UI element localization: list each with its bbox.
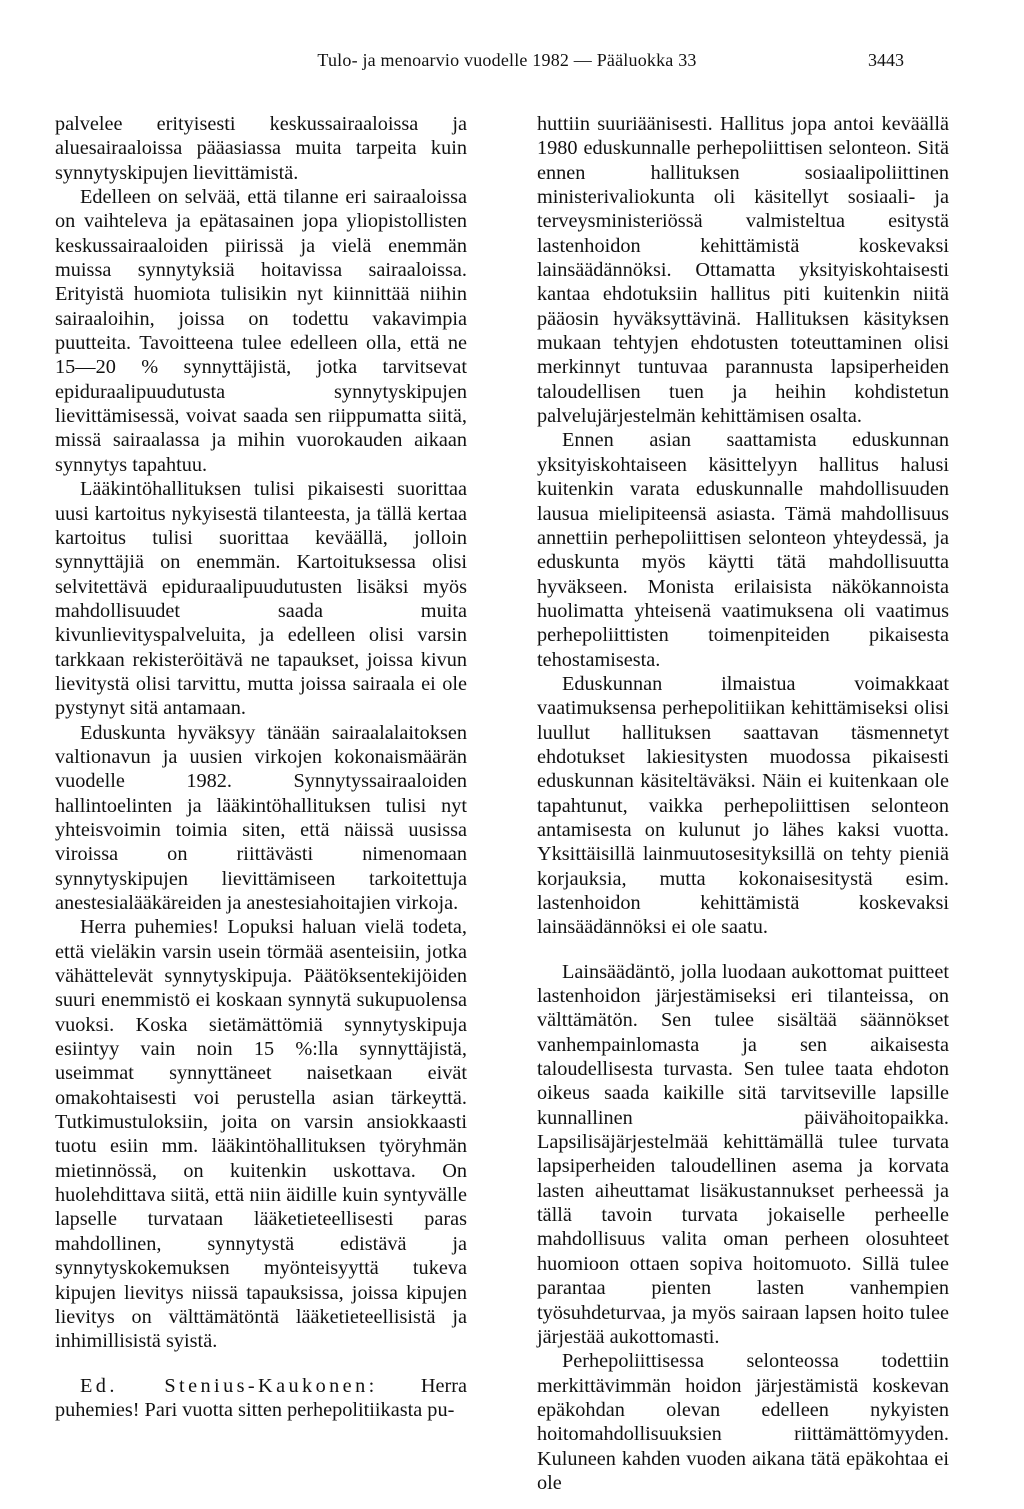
paragraph: huttiin suuriäänisesti. Hallitus jopa antoi keväällä 1980 eduskunnalle perhepoliittisen selonteon. Sitä ennen hallituksen sosiaalipoliittinen ministerivaliokunta oli käsitellyt sosiaali- ja terveysministeriössä valmisteltua esitystä lastenhoidon kehittämistä koskevaksi lainsäädännöksi. Ottamatta yksityiskohtaisesti kantaa ehdotuksiin hallitus piti kuitenkin niitä pääosin hyväksyttävinä. Hallituksen käsityksen mukaan tehtyjen ehdotusten toteuttaminen olisi merkinnyt tuntuvaa parannusta lapsiperheiden taloudellisen tuen ja heihin kohdistetun palvelujärjestelmän kehittämisen osalta. [537, 113, 949, 428]
paragraph: Eduskunta hyväksyy tänään sairaalalaitoksen valtionavun ja uusien virkojen kokonaismäärän vuodelle 1982. Synnytyssairaaloiden hallintoelinten ja lääkintöhallituksen tulisi nyt yhteisvoimin toimia siten, että näissä uusissa viroissa on riittävästi nimenomaan synnytyskipujen lievittämiseen tarkoitettuja anestesialääkäreiden ja anestesiahoitajien virkoja. [55, 721, 467, 914]
right-column [537, 112, 949, 1495]
running-head: Tulo- ja menoarvio vuodelle 1982 — Pääluokka 33 [317, 50, 697, 70]
speaker-name: Ed. Stenius-Kaukonen: [80, 1374, 378, 1397]
page-number: 3443 [868, 50, 904, 70]
paragraph: Herra puhemies! Lopuksi haluan vielä todeta, että vieläkin varsin usein törmää asenteisiin, jotka vähättelevät synnytyskipuja. Päätöksentekijöiden suuri enemmistö ei koskaan synnytä sukupuolensa vuoksi. Koska sietämättömiä synnytyskipuja esiintyy vain noin 15 %:lla synnyttäjistä, useimmat synnyttäneet naisetkaan eivät omakohtaisesti voi perustella asian tärkeyttä. Tutkimustuloksiin, joita on varsin ansiokkaasti tuotu esiin mm. lääkintöhallituksen työryhmän mietinnössä, on kuitenkin uskottava. On huolehdittava siitä, että niin äidille kuin syntyvälle lapselle turvataan lääketieteellisesti paras mahdollinen, synnytystä edistävä ja synnytyskokemuksen myönteisyyttä tukeva kipujen lievitys niissä tapauksissa, joissa kipujen lievitys on välttämätöntä lääketieteellisistä ja inhimillisistä syistä. [55, 916, 467, 1353]
paragraph: Ennen asian saattamista eduskunnan yksityiskohtaiseen käsittelyyn hallitus halusi kuitenkin varata eduskunnalle mahdollisuuden lausua mielipiteensä asiasta. Tämä mahdollisuus annettiin perhepoliittisen selonteon yhteydessä, ja eduskunta myös käytti tätä mahdollisuutta hyväkseen. Monista erilaisista näkökannoista huolimatta yhteisenä vaatimuksena oli vaatimus perhepoliittisten toimenpiteiden pikaisesta tehostamisesta. [537, 429, 949, 671]
speech-text: Herra puhemies! Pari vuotta sitten perhepolitiikasta pu- [55, 1374, 467, 1421]
paragraph: Eduskunnan ilmaistua voimakkaat vaatimuksensa perhepolitiikan kehittämiseksi olisi luullut hallituksen saattavan täsmennetyt ehdotukset lakiesitysten muodossa pikaisesti eduskunnan käsiteltäväksi. Näin ei kuitenkaan ole tapahtunut, vaikka perhepoliittisen selonteon antamisesta on kulunut jo lähes kaksi vuotta. Yksittäisillä lainmuutosesityksillä on tehty pieniä korjauksia, mutta kokonaisesitystä esim. lastenhoidon kehittämistä koskevaksi lainsäädännöksi ei ole saatu. [537, 672, 949, 939]
left-column [55, 112, 467, 1422]
speech-paragraph [55, 1374, 467, 1423]
paragraph: Edelleen on selvää, että tilanne eri sairaaloissa on vaihteleva ja epätasainen jopa yliopistollisten keskussairaaloiden piirissä ja vielä enemmän muissa synnytyksiä hoitavissa sairaaloissa. Erityistä huomiota tulisikin nyt kiinnittää niihin sairaaloihin, joissa on todettu vakavimpia puutteita. Tavoitteena tulee edelleen olla, että ne 15—20 % synnyttäjistä, jotka tarvitsevat epiduraalipuudutusta synnytyskipujen lievittämisessä, voivat saada sen riippumatta siitä, missä sairaalassa ja mihin vuorokauden aikaan synnytys tapahtuu. [55, 186, 467, 476]
paragraph: Perhepoliittisessa selonteossa todettiin merkittävimmän hoidon järjestämistä koskevan epäkohdan olevan edelleen nykyisten hoitomahdollisuuksien riittämättömyyden. Kuluneen kahden vuoden aikana tätä epäkohtaa ei ole [537, 1350, 949, 1494]
page-header [0, 50, 1024, 74]
paragraph: Lainsäädäntö, jolla luodaan aukottomat puitteet lastenhoidon järjestämiseksi eri tilanteissa, on välttämätön. Sen tulee sisältää säännökset vanhempainlomasta ja sen aikaisesta taloudellisesta turvasta. Sen tulee taata ehdoton oikeus saada kaikille sitä tarvitseville lapsille kunnallinen päivähoitopaikka. Lapsilisäjärjestelmää kehittämällä tulee turvata lapsiperheiden taloudellinen asema ja korvata lasten aiheuttamat lisäkustannukset perheessä ja tällä tavoin turvata jokaiselle perheelle mahdollisuus valita oman perheen olosuhteet huomioon ottaen sopiva hoitomuoto. Sillä tulee parantaa pienten lasten vanhempien työsuhdeturvaa, ja myös sairaan lapsen hoito tulee järjestää aukottomasti. [537, 960, 949, 1348]
paragraph: palvelee erityisesti keskussairaaloissa ja aluesairaaloissa pääasiassa muita tarpeita kuin synnytyskipujen lievittämistä. [55, 113, 467, 184]
paragraph: Lääkintöhallituksen tulisi pikaisesti suorittaa uusi kartoitus nykyisestä tilanteesta, ja tällä kertaa kartoitus tulisi suorittaa keväällä, jolloin synnyttäjiä on enemmän. Kartoituksessa olisi selvitettävä epiduraalipuudutusten lisäksi myös mahdollisuudet saada muita kivunlievityspalveluita, ja edelleen olisi varsin tarkkaan rekisteröitävä ne tapaukset, joissa kivun lievitystä olisi tarvittu, mutta joissa sairaala ei ole pystynyt sitä antamaan. [55, 478, 467, 720]
